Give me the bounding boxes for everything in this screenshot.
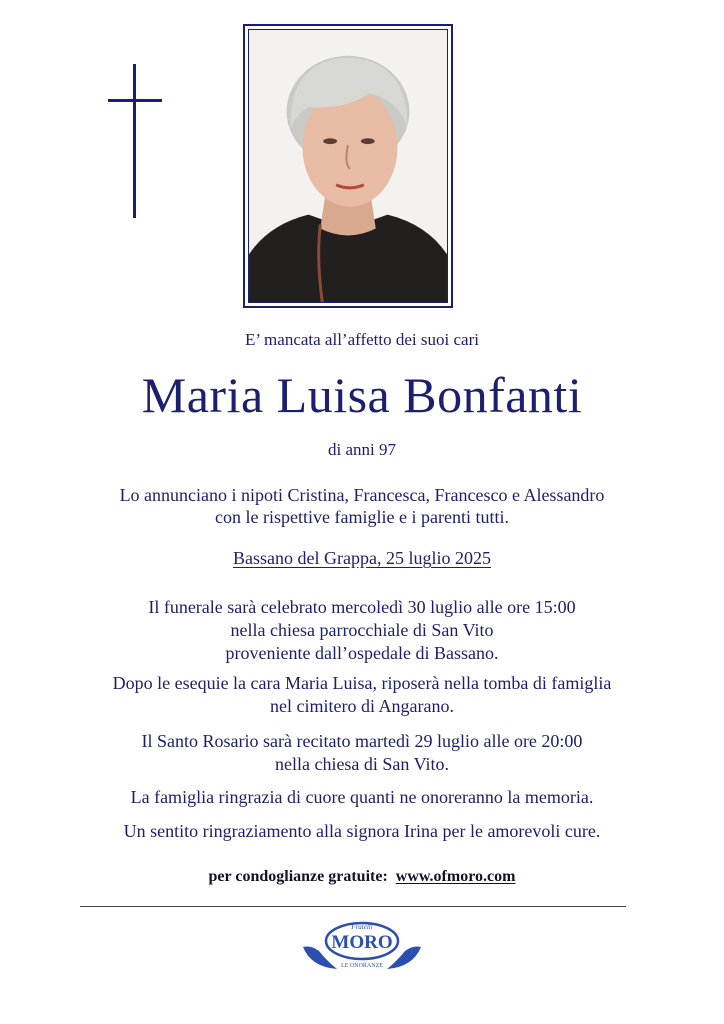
condolences-label: per condoglianze gratuite:: [208, 868, 388, 885]
family-thanks: La famiglia ringrazia di cuore quanti ne onoreranno la memoria.: [130, 787, 594, 807]
burial-line: nel cimitero di Angarano.: [270, 696, 454, 716]
rosary-line: Il Santo Rosario sarà recitato martedì 29 luglio alle ore 20:00: [141, 731, 583, 751]
cross-icon: [108, 64, 162, 218]
portrait-photo: [248, 29, 448, 303]
caregiver-thanks: Un sentito ringraziamento alla signora Irina per le amorevoli cure.: [123, 821, 601, 841]
burial-info: [0, 672, 724, 718]
logo-main-text: MORO: [331, 932, 393, 953]
announcement-line: con le rispettive famiglie e i parenti tutti.: [215, 507, 509, 527]
funeral-info: [0, 596, 724, 665]
age-text: di anni 97: [328, 440, 396, 459]
place-date: [0, 548, 724, 569]
moro-logo: [297, 917, 427, 975]
announcement-line: Lo annunciano i nipoti Cristina, Francesca, Francesco e Alessandro: [119, 485, 605, 505]
logo-bottom-text: LE ONORANZE: [341, 963, 383, 969]
intro-text: E’ mancata all’affetto dei suoi cari: [245, 330, 479, 349]
place-date-text: Bassano del Grappa, 25 luglio 2025: [233, 548, 491, 568]
announcement: [0, 484, 724, 528]
rosary-line: nella chiesa di San Vito.: [274, 754, 450, 774]
portrait-frame: [243, 24, 453, 308]
condolences-link[interactable]: www.ofmoro.com: [395, 868, 516, 885]
funeral-line: proveniente dall’ospedale di Bassano.: [225, 643, 499, 663]
rosary-info: [0, 730, 724, 776]
funeral-line: nella chiesa parrocchiale di San Vito: [230, 620, 494, 640]
condolences-line: [0, 868, 724, 886]
logo-top-text: Fratelli: [351, 923, 373, 931]
deceased-name: Maria Luisa Bonfanti: [141, 367, 583, 423]
burial-line: Dopo le esequie la cara Maria Luisa, riposerà nella tomba di famiglia: [112, 673, 612, 693]
divider: [80, 906, 626, 907]
funeral-line: Il funerale sarà celebrato mercoledì 30 luglio alle ore 15:00: [148, 597, 576, 617]
